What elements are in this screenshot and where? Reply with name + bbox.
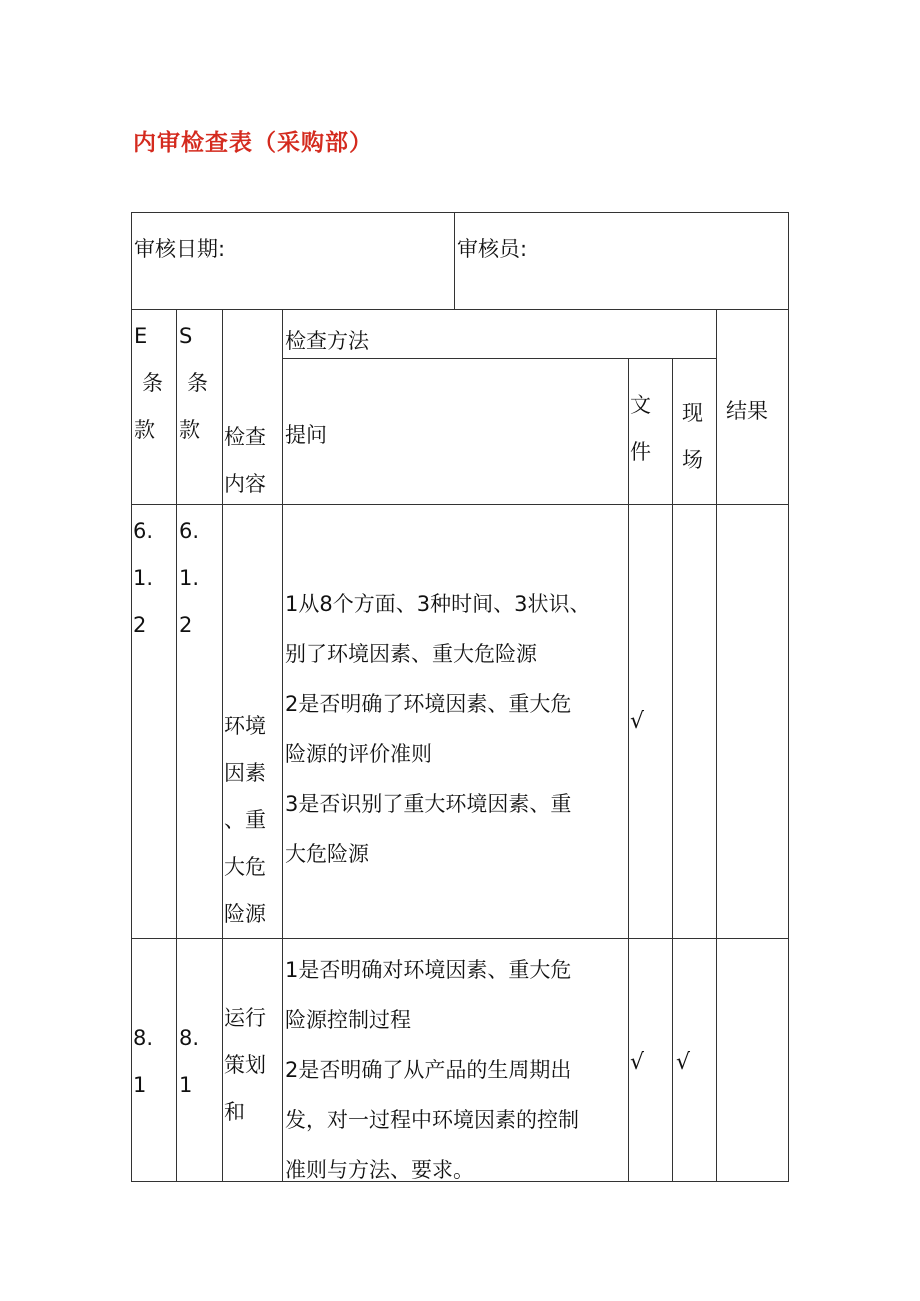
table-border-top: [131, 212, 789, 213]
table-border-right: [788, 212, 789, 1182]
table-divider: [454, 212, 455, 309]
table-divider: [716, 309, 717, 1181]
question-header: 提问: [285, 423, 327, 447]
row2-s-clause: 8. 1: [179, 1026, 200, 1097]
row1-s-clause: 6. 1. 2: [179, 519, 200, 637]
table-divider: [222, 309, 223, 1181]
document-title: 内审检查表（采购部）: [133, 130, 373, 156]
content-header: 检查 内容: [224, 425, 266, 496]
site-header: 现 场: [682, 401, 703, 472]
table-divider: [628, 358, 629, 1181]
row2-questions: 1是否明确对环境因素、重大危 险源控制过程 2是否明确了从产品的生周期出 发，对一过程中环境因素的控制 准则与方法、要求。: [285, 958, 579, 1182]
s-clause-header: S 条 款: [179, 324, 208, 442]
row2-document-check: √: [630, 1050, 645, 1075]
table-border-left: [131, 212, 132, 1182]
row2-e-clause: 8. 1: [133, 1026, 154, 1097]
row1-e-clause: 6. 1. 2: [133, 519, 154, 637]
table-divider: [131, 938, 789, 939]
result-header: 结果: [726, 399, 768, 423]
table-divider: [176, 309, 177, 1181]
row1-questions: 1从8个方面、3种时间、3状识、 别了环境因素、重大危险源 2是否明确了环境因素、重大危 险源的评价准则 3是否识别了重大环境因素、重 大危险源: [285, 592, 591, 866]
row2-site-check: √: [676, 1050, 691, 1075]
auditor-label: 审核员:: [457, 237, 528, 261]
row1-content: 环境 因素 、重 大危 险源: [224, 714, 266, 926]
table-divider: [672, 358, 673, 1181]
audit-date-label: 审核日期:: [134, 237, 226, 261]
row1-document-check: √: [630, 709, 645, 734]
row2-content: 运行 策划 和: [224, 1006, 266, 1124]
method-header: 检查方法: [285, 329, 369, 353]
document-header: 文 件: [630, 393, 651, 464]
e-clause-header: E 条 款: [134, 324, 163, 442]
table-divider: [131, 309, 789, 310]
table-divider: [282, 309, 283, 1181]
